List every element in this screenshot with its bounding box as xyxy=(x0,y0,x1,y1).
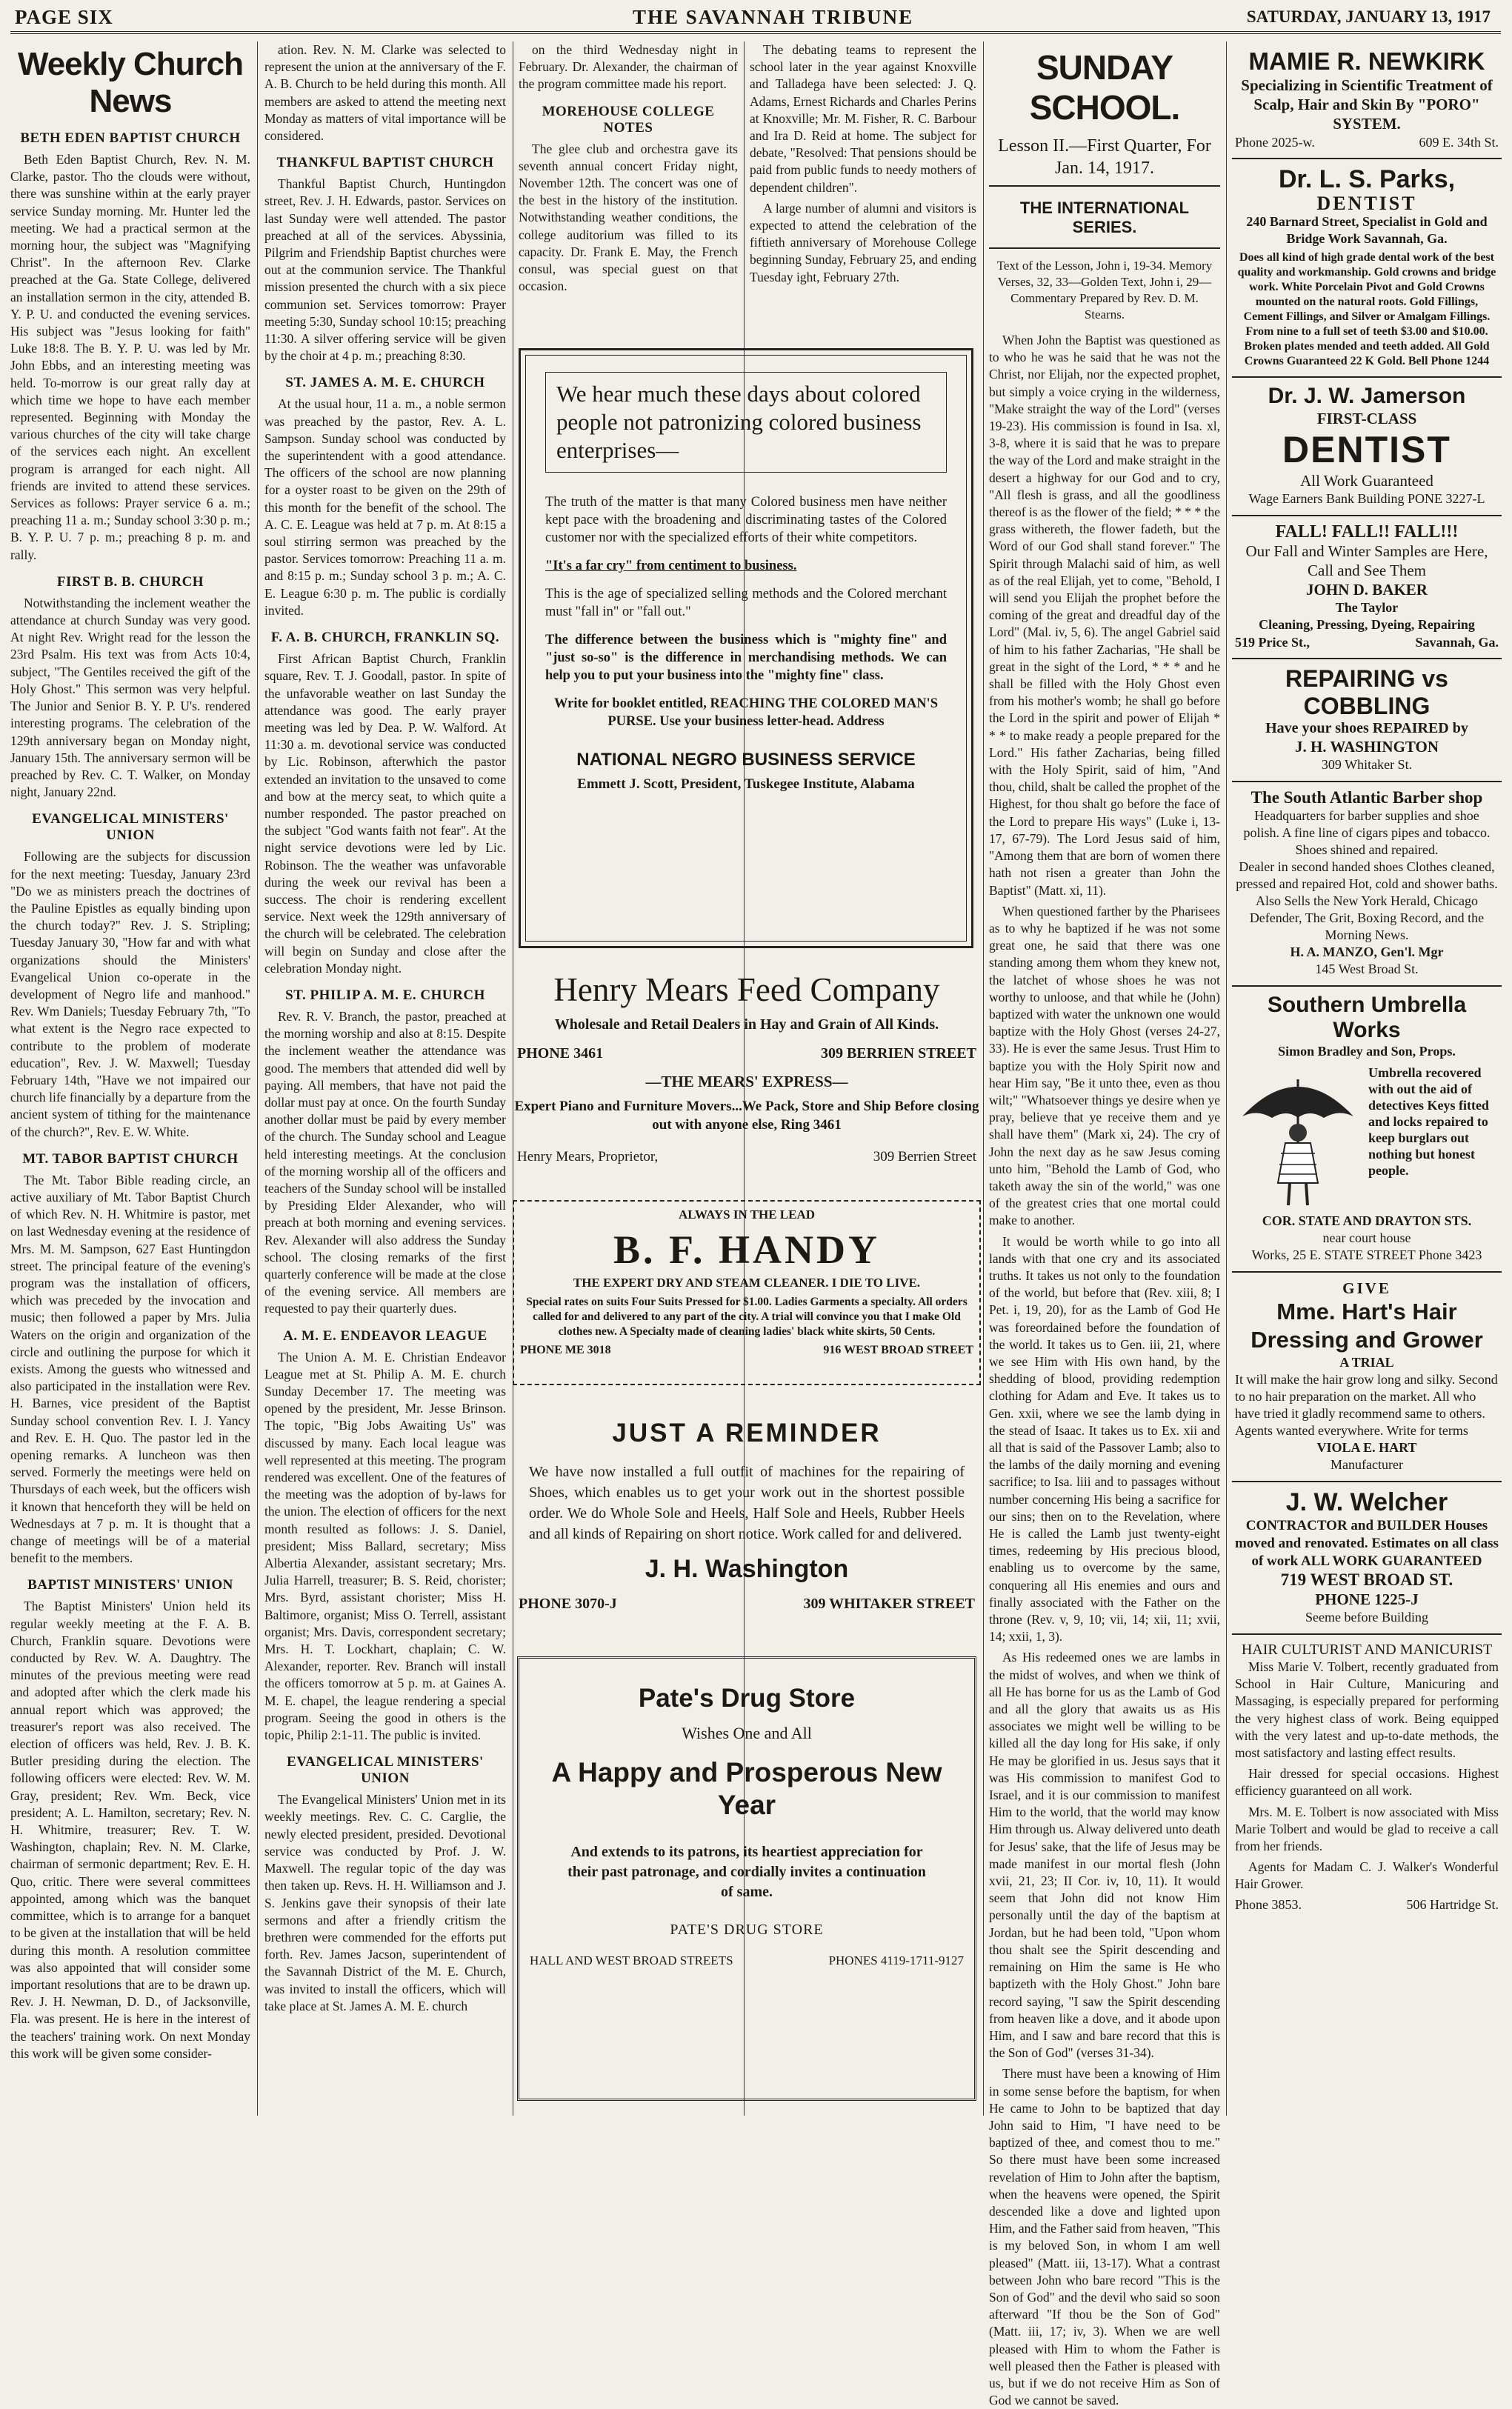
ad-description: And extends to its patrons, its heartiest appreciation for their past patronage, and cordially invites a continuation of same. xyxy=(567,1844,926,1900)
ad-title: J. W. Welcher xyxy=(1285,1488,1448,1516)
ad-welcher xyxy=(1232,1482,1502,1635)
column-5 xyxy=(989,41,1220,2408)
series-title: THE INTERNATIONAL SERIES. xyxy=(1019,199,1190,236)
ad-business-name: J. H. Washington xyxy=(645,1555,849,1583)
umbrella-girl-illustration xyxy=(1235,1064,1361,1213)
article-heading: EVANGELICAL MINISTERS' UNION xyxy=(32,811,229,844)
ad-business-name: PATE'S DRUG STORE xyxy=(670,1922,824,1938)
ad-phone: PHONES 4119-1711-9127 xyxy=(828,1953,964,1967)
article-text: The Union A. M. E. Christian Endeavor League met at St. Philip A. M. E. church Sunday December 17. The meeting was opened by the president, Mr. Jesse Brinson. The topic, "Big Jobs Awaiting Us" was discussed by many. Each local league was well represented at this meeting. The program rendered was excellent. One of the features of the meeting was the adoption of by-laws for the union. The election of officers for the next month resulted as follows: J. S. Daniel, president; Miss Ballard, secretary; Miss Albertia Alexander, assistant secretary; Mrs. Julia Harrell, treasurer; B. S. Reid, chorister; Mrs. Byrd, assistant chorister; Miss H. Baltimore, organist; Miss O. Terrell, assistant organist; Mrs. Davis, correspondent secretary; Mrs. H. T. Lockhart, chaplain; C. W. Alexander, reporter. Rev. Branch will install the officers tomorrow at 5 p. m. at Gaines A. M. E. chapel, the league rendering a special program. Seeing the good in others is the topic, Philip 2:1-11. The public is invited. xyxy=(264,1349,506,1743)
article-text: When questioned farther by the Pharisees as to why he baptized if he was not some great one, he said that there was one standing among them whom they knew not, the latchet of whose shoes he was not worthy to unloose, and that while he (John) baptized with water the unknown one would baptize with the Holy Ghost (verses 24-27, 33). He is ever the same Jesus. Trust Him to baptize you with the Holy Spirit now and hear Him say, "Be it unto thee, even as thou wilt;" "Whatsoever things ye desire when ye pray, believe that ye receive them and ye shall have them" (Mark xi, 24). The cry of John the next day as he saw Jesus coming unto him, "Behold the Lamb of God, who taketh away the sin of the world," was one of the greatest cries that one mortal could make to another. xyxy=(989,903,1220,1228)
ad-description: Expert Piano and Furniture Movers...We Pack, Store and Ship Before closing out with anyone else, Ring 3461 xyxy=(514,1099,979,1133)
ad-line: 240 Barnard Street, Specialist in Gold and Bridge Work Savannah, Ga. xyxy=(1246,214,1488,246)
ad-description: Does all kind of high grade dental work of the best quality and workmanship. Gold crowns and bridge work. White Porcelain Pivot and Gold Crowns mounted on the natural roots. Gold Fillings, Cement Fillings, and Silver or Amalgam Fillings. From nine to a full set of teeth $3.00 and $10.00. Broken plates mended and teeth added. All Gold Crowns Guaranteed 22 K Gold. Bell Phone 1244 xyxy=(1237,251,1496,367)
ad-paragraph: Agents for Madam C. J. Walker's Wonderful Hair Grower. xyxy=(1235,1859,1499,1892)
ad-mme-hart xyxy=(1232,1273,1502,1482)
article-text: Thankful Baptist Church, Huntingdon street, Rev. J. H. Edwards, pastor. Services on last Sunday were well attended. The pastor preached at all of the services. Abyssinia, Pilgrim and Friendship Baptist churches were out at the communion service. The Thankful mission presented the church with a six piece communion set. Services tomorrow: Prayer meeting 5:30, Sunday school 10:15; preaching 11:30. A silver offering service will be given by the choir at 4 p. m.; preaching 8:30. xyxy=(264,176,506,364)
article-text: As His redeemed ones we are lambs in the midst of wolves, and when we think of all He has borne for us as the Lamb of God and all the glory that awaits us as His associates we might well be willing to be killed all the day long for His sake, if only He may be glorified in us. Jesus says that it was His commission to manifest God to Israel, and it is our commission to manifest Him to the world, that the world may know Him through us. Alway delivered unto death for Jesus' sake, that the life of Jesus may be made manifest in our mortal flesh (John xvii, 21, 23; II Cor. iv, 10, 11). It would seem that John did not know Him personally until the day of the baptism at Jordan, but he had been told, "Upon whom thou shalt see the Spirit descending and remaining on Him the same is He who baptizeth with the Holy Ghost." John bare record saying, "I saw the Spirit descending from heaven like a dove, and it abode upon Him, and I saw and bare record that this is the Son of God" (verses 31-34). xyxy=(989,1650,1220,2061)
ad-line: Manufacturer xyxy=(1331,1457,1403,1472)
ad-title: Southern Umbrella Works xyxy=(1267,993,1467,1042)
ad-phone: Phone 2025-w. xyxy=(1235,135,1315,150)
ad-address: 719 WEST BROAD ST. xyxy=(1280,1570,1453,1589)
article-heading: MT. TABOR BAPTIST CHURCH xyxy=(22,1150,239,1167)
article-text: The Evangelical Ministers' Union met in its weekly meetings. Rev. C. C. Carglie, the newly elected president, presided. Devotional service was conducted by Prof. J. W. Maxwell. The regular topic of the day was then taken up. Revs. H. H. Williamson and J. S. Jenkins gave their synopsis of their late sermons and after a friendly critism the brethren were commended for the efforts put forth. Rev. James Jacson, superintendent of the Savannah District of the M. E. Church, was invited to install the officers, which will take place at St. James A. M. E. church xyxy=(264,1792,506,2013)
ad-business-name: JOHN D. BAKER xyxy=(1306,581,1428,599)
ad-manager: H. A. MANZO, Gen'l. Mgr xyxy=(1290,944,1444,959)
article-heading: F. A. B. CHURCH, FRANKLIN SQ. xyxy=(270,630,500,646)
column-rule xyxy=(257,41,258,2116)
ad-name: VIOLA E. HART xyxy=(1316,1440,1417,1455)
ad-bf-handy xyxy=(513,1200,981,1385)
ad-title: B. F. HANDY xyxy=(613,1227,881,1272)
ad-title: The South Atlantic Barber shop xyxy=(1250,788,1483,807)
ad-subtitle: Simon Bradley and Son, Props. xyxy=(1278,1044,1456,1059)
page-number: PAGE SIX xyxy=(15,6,113,28)
ad-paragraph: Write for booklet entitled, REACHING THE COLORED MAN'S PURSE. Use your business letter-head. Address xyxy=(553,696,938,729)
article-heading: FIRST B. B. CHURCH xyxy=(56,573,204,590)
article-text: First African Baptist Church, Franklin square, Rev. T. J. Goodall, pastor. In spite of the unfavorable weather on last Sunday the attendance was good. The early prayer meeting was led by Dea. P. W. Walford. At 11:30 a. m. devotional service was conducted by Lic. Robinson, afterwhich the pastor extended an invitation to the unsaved to come and bow at the mercy seat, to which quite a number responded. The pastor preached on the subject "God wants faith not fear". At the night service devotions were led by Lic. Robinson. The the weather was unfavorable during the week our revival has been a success. The choir is rendering excellent service. Next week the 129th anniversary of the church will be celebrated. The celebration will begin on Sunday and close after the celebration Monday night. xyxy=(264,651,506,976)
ad-description: We have now installed a full outfit of machines for the repairing of Shoes, which enables us to get your work out in the shortest possible order. We do Whole Sole and Heels, Half Sole and Heels, Rubber Heels and all kinds of Repairing on short notice. Work called for and delivered. xyxy=(529,1464,965,1542)
ad-address: 506 Hartridge St. xyxy=(1406,1896,1499,1912)
article-text: Beth Eden Baptist Church, Rev. N. M. Clarke, pastor. Tho the clouds were without, there was sunshine within at the early prayer service Sunday morning. Mr. Hunter led the meeting. We had a practical sermon at the morning hour, the subject was "Magnifying Christ". In the afternoon Rev. Clarke preached at the Ga. State College, delivered an installation sermon in the city, attended B. Y. P. U. and conducted the evening services. His subject was "Jesus looking for faith" Luke 18:8. The B. Y. P. U. was led by Mr. John Ebbs, and an interesting meeting was held. To-morrow is our great rally day at which time we hope to have each member represented. Beginning with Monday the various churches of the city will take charge of the services each night. An excellent program is arranged for each night. All friends are invited to attend these services. Services as follows: Prayer service 6 a. m.; preaching 11 a. m.; Sunday school 3:30 p. m.; B. Y. P. U. 7 p. m.; preaching 8 p. m. and rally. xyxy=(10,152,250,562)
ad-paragraph: This is the age of specialized selling methods and the Colored merchant must "fall in" or "fall out." xyxy=(545,587,947,619)
ad-paragraph: The difference between the business which is "mighty fine" and "just so-so" is the difference in merchandising methods. We can help you to put your business into the "mighty fine" class. xyxy=(545,633,947,683)
ad-paragraph: Hair dressed for special occasions. Highest efficiency guaranteed on all work. xyxy=(1235,1766,1499,1799)
ad-line: GIVE xyxy=(1342,1279,1391,1297)
ad-tolbert xyxy=(1232,1635,1502,1913)
article-text: The Mt. Tabor Bible reading circle, an active auxiliary of Mt. Tabor Baptist Church of which Rev. N. H. Whitmire is pastor, met on last Wednesday evening at the residence of Mrs. M. M. Sampson, 627 East Huntingdon street. The principal feature of the evening's program was the installation of officers, which was preceded by the invocation and music; then followed a paper by Mrs. Julia Waters on the origin and organization of the circle and outlining the purpose for which it exists. Among the guests who witnessed and also participated in the installation were Rev. H. Barnes, vice president of the Baptist Sunday school convention Rev. I. J. Yancy and Rev. E. H. Quo. The pastor led in the opening remarks. A luncheon was then served. Formerly the meetings were held on Thursdays of each week, but the officers wish it known that henceforth they will be held on Wednesdays at 7 p. m. It is thought that a change of meetings will be of a material benefit to the members. xyxy=(10,1172,250,1566)
ad-address: HALL AND WEST BROAD STREETS xyxy=(530,1953,733,1967)
article-heading: THANKFUL BAPTIST CHURCH xyxy=(276,155,494,171)
column-2 xyxy=(264,41,506,2116)
article-heading: BETH EDEN BAPTIST CHURCH xyxy=(20,130,241,146)
newspaper-name: THE SAVANNAH TRIBUNE xyxy=(633,6,914,28)
ad-address: 519 Price St., xyxy=(1235,635,1310,650)
ad-title: Dr. J. W. Jamerson xyxy=(1268,384,1466,408)
ad-dr-parks xyxy=(1232,159,1502,378)
ad-subtitle: THE EXPERT DRY AND STEAM CLEANER. I DIE TO LIVE. xyxy=(573,1276,921,1290)
article-heading: ST. JAMES A. M. E. CHURCH xyxy=(285,375,485,391)
ad-phone: PHONE 1225-J xyxy=(1315,1590,1419,1608)
ad-henry-mears xyxy=(511,956,982,1178)
column-3-top xyxy=(519,41,738,338)
ad-title: Dr. L. S. Parks, xyxy=(1278,165,1456,193)
ad-line: COR. STATE AND DRAYTON STS. xyxy=(1262,1213,1472,1228)
article-text: ation. Rev. N. M. Clarke was selected to represent the union at the anniversary of the F. A. B. Church to be held during this month. All members are asked to attend the meeting next Monday as matters of vital importance will be considered. xyxy=(264,42,506,144)
ad-lead: We hear much these days about colored people not patronizing colored business enterprises— xyxy=(545,372,947,473)
issue-date: SATURDAY, JANUARY 13, 1917 xyxy=(1246,7,1491,26)
ad-subtitle: DENTIST xyxy=(1316,193,1417,214)
ad-line: near court house xyxy=(1322,1230,1411,1245)
ad-line: Dealer in second handed shoes Clothes cleaned, pressed and repaired Hot, cold and shower baths. xyxy=(1236,859,1498,891)
ad-line: The Taylor xyxy=(1335,600,1399,615)
ad-paragraph: Miss Marie V. Tolbert, recently graduated from School in Hair Culture, Manicuring and Massaging, is especially prepared for performing the very highest class of work. Being equipped with the very latest and up-to-date methods, the most satisfactory and lasting effect results. xyxy=(1235,1659,1499,1761)
ad-address: 609 E. 34th St. xyxy=(1419,135,1499,150)
article-text: There must have been a knowing of Him in some sense before the baptism, for when He came to John to be baptized that day John said to Him, "I have need to be baptized of thee, and comest thou to me." So there must have been some increased revelation of Him to John after the baptism, when the heavens were opened, the Spirit descended like a dove and lighted upon Him, and the Father said from heaven, "This is my beloved Son, in whom I am well pleased" (Matt. iii, 13-17). What a contrast between John who bare record "This is the Son of God" and the devil who said so soon afterward "If thou be the Son of God" (Matt. iii, 17; iv, 3). When we are well pleased with Him to whom the Father is well pleased then the Father is pleased with us, but if we do not receive Him as Son of God we cannot be saved. xyxy=(989,2066,1220,2408)
column-4-top xyxy=(750,41,976,338)
article-text: The debating teams to represent the school later in the year against Knoxville and Talladega have been selected: J. Q. Adams, Ernest Richards and Charles Perins at Knoxville; Mr. M. Fisher, R. C. Barbour and Ira D. Reid at home. The subject for debate, "Resolved: That pensions should be paid from public funds to needy mothers of dependent children". xyxy=(750,42,976,195)
ad-city: Savannah, Ga. xyxy=(1415,635,1499,650)
ad-paragraph: Mrs. M. E. Tolbert is now associated with Miss Marie Tolbert and would be glad to receive a call from her friends. xyxy=(1235,1804,1499,1854)
ad-phone: PHONE ME 3018 xyxy=(520,1344,611,1356)
article-text: The glee club and orchestra gave its seventh annual concert Friday night, November 12th. The concert was one of the best in the history of the institution. Notwithstanding weather conditions, the college auditorium was filled to its capacity. Dr. Frank E. May, the French consul, was special guest on that occasion. xyxy=(519,141,738,294)
article-text: At the usual hour, 11 a. m., a noble sermon was preached by the pastor, Rev. A. L. Sampson. Sunday school was conducted by the superintendent with a good attendance. The officers of the school are now planning for a oyster roast to be given on the 29th of this month for the benefit of the school. The A. C. E. League was held at 7 p. m. At 8:15 a soul stirring sermon was preached by the pastor. Services tomorrow: Preaching 11 a. m. and 8:15 p. m.; Sunday school 3 p. m.; A. C. E. League 6:30 p. m. The public is cordially invited. xyxy=(264,396,506,618)
ad-just-a-reminder xyxy=(513,1404,981,1626)
ad-subtitle: Our Fall and Winter Samples are Here, Call and See Them xyxy=(1245,542,1488,579)
ad-address: 145 West Broad St. xyxy=(1315,962,1419,976)
ad-subtitle: FIRST-CLASS xyxy=(1316,410,1417,427)
ad-title: Mme. Hart's Hair Dressing and Grower xyxy=(1250,1299,1483,1353)
article-text: A large number of alumni and visitors is expected to attend the celebration of the fiftieth anniversary of Morehouse College beginning Sunday, February 25, and ending Tuesday ight, February 27th. xyxy=(750,200,976,284)
ad-line: Wishes One and All xyxy=(682,1724,812,1742)
article-heading: ST. PHILIP A. M. E. CHURCH xyxy=(285,987,485,1003)
ad-john-baker xyxy=(1232,516,1502,659)
ad-description: Umbrella recovered with out the aid of detectives Keys fitted and locks repaired to keep burglars out nothing but honest people. xyxy=(1368,1065,1489,1178)
ad-lead: ALWAYS IN THE LEAD xyxy=(678,1207,816,1222)
ad-company-name: NATIONAL NEGRO BUSINESS SERVICE xyxy=(576,750,916,770)
article-text: The Baptist Ministers' Union held its regular weekly meeting at the F. A. B. Church, Franklin square. Devotions were conducted by Rev. W. A. Daughtry. The minutes of the previous meeting were read and adopted after which the clerk made his annual report which was approved; the treasurer's report was also received. The election of officers was held, Rev. J. B. K. Butler presiding during the election. The following officers were elected: Rev. W. M. Gray, president; Rev. Wm. Beck, vice president; A. L. Hamilton, secretary; Rev. N. H. Whitmire, treasurer; Rev. T. W. Washington, chaplain; Rev. N. M. Clarke, chairman of sermonic department; Rev. E. H. Quo, critic. There were several committees appointed, among which was the banquet committee, which is to arrange for a banquet to be given at the installation that will be held during this month. A resolution committee was also appointed that will consider some important resolutions that are to be drawn up. Rev. J. H. Newman, D. D., of Jacksonville, Fla. was present. He is here in the interest of the teachers' training work. On next Monday this work will be given some consider- xyxy=(10,1599,250,2061)
article-text: Notwithstanding the inclement weather the attendance at church Sunday was very good. At night Rev. Wright read for the lesson the 23rd Psalm. His text was from Acts 10:4, subject, "The Gentiles received the gift of the Holy Ghost." This sermon was very helpful. The Junior and Senior B. Y. P. U's. rendered interesting programs. The celebration of the 129th anniversary began on Monday night, January 15th. The anniversary sermon will be preached by Rev. C. T. Walker, on Monday night, January 22nd. xyxy=(10,595,250,800)
ad-line: Seeme before Building xyxy=(1305,1610,1428,1625)
ad-subtitle: Have your shoes REPAIRED by xyxy=(1265,720,1468,736)
ad-subtitle: Specializing in Scientific Treatment of Scalp, Hair and Skin By "PORO" SYSTEM. xyxy=(1241,76,1493,133)
article-heading: MOREHOUSE COLLEGE NOTES xyxy=(542,103,715,136)
ad-address: 309 WHITAKER STREET xyxy=(803,1596,975,1612)
ad-paragraph: The truth of the matter is that many Colored business men have neither kept pace with the broadening and discriminating tastes of the Colored customer nor with the specialized efforts of their white competitors. xyxy=(545,495,947,545)
masthead xyxy=(10,6,1501,34)
lesson-subtitle: Lesson II.—First Quarter, For Jan. 14, 1917. xyxy=(998,136,1211,178)
column-rule xyxy=(983,41,984,2116)
ad-description: It will make the hair grow long and silky. Second to no hair preparation on the market. All who have tried it gladly recommend same to others. Agents wanted everywhere. Write for terms xyxy=(1235,1372,1498,1438)
ad-title: Henry Mears Feed Company xyxy=(553,971,940,1008)
ad-title: REPAIRING vs COBBLING xyxy=(1285,665,1448,719)
article-heading: EVANGELICAL MINISTERS' UNION xyxy=(287,1754,484,1787)
column-1 xyxy=(10,41,250,2116)
ad-pates-drug-store xyxy=(517,1656,976,2101)
ad-phone: PHONE 3461 xyxy=(517,1045,604,1062)
ad-title: JUST A REMINDER xyxy=(612,1419,882,1447)
article-heading: A. M. E. ENDEAVOR LEAGUE xyxy=(283,1327,487,1344)
ad-business-service xyxy=(519,348,973,948)
ad-line: Wage Earners Bank Building PONE 3227-L xyxy=(1248,491,1485,506)
ad-line: Headquarters for barber supplies and shoe polish. A fine line of cigars pipes and tobacco. Shoes shined and repaired. xyxy=(1243,808,1491,857)
article-heading: BAPTIST MINISTERS' UNION xyxy=(27,1577,233,1593)
ad-paragraph: "It's a far cry" from centiment to business. xyxy=(545,559,797,573)
ad-headline: DENTIST xyxy=(1282,429,1451,470)
ad-description: Special rates on suits Four Suits Pressed for $1.00. Ladies Garments a specialty. All orders called for and delivered to any part of the city. A trial will convince you that I make Old clothes new. A Specialty made of cleaning ladies' black white skirts, 50 Cents. xyxy=(526,1296,968,1338)
ad-signature: Emmett J. Scott, President, Tuskegee Institute, Alabama xyxy=(577,776,915,792)
ad-description: CONTRACTOR and BUILDER Houses moved and renovated. Estimates on all class of work ALL WORK GUARANTEED xyxy=(1235,1518,1499,1569)
section-title: Weekly Church News xyxy=(17,46,244,119)
ad-address: Works, 25 E. STATE STREET Phone 3423 xyxy=(1251,1247,1482,1262)
ad-business-name: J. H. WASHINGTON xyxy=(1294,738,1439,756)
article-text: When John the Baptist was questioned as to who he was he said that he was not the Christ, nor Elijah, nor the expected prophet, but simply a voice crying in the wilderness, "Make straight the way of the Lord" (verses 19-23). His commission is found in Isa. xl, 3-8, where it is said that he was to prepare the way of the Lord and make straight in the desert a highway for our God and to cry, "All flesh is grass, and all the goodliness thereof is as the flower of the field; * * * the grass withereth, the flower fadeth, but the Word of our God shall stand forever." The Spirit through Malachi said of him, as well as of the real Elijah, yet to come, "Behold, I will send you Elijah the prophet before the coming of the great and dreadful day of the Lord" (Mal. iv, 5, 6). The angel Gabriel said of him to his father Zacharias, "He shall be great in the sight of the Lord, * * * and he shall be filled with the Holy Ghost even from his mother's womb; he shall go before the Lord in the spirit and power of Elijah * * * to make ready a people prepared for the Lord." His father Zacharias, being filled with the Holy Spirit, said of him, "And thou, child, shalt be called the prophet of the Highest, for thou shalt go before the face of the Lord to prepare His ways" (Luke i, 13-17, 67-79). The Lord Jesus said of him, "Among them that are born of women there hath not risen a greater than John the Baptist" (Matt. xi, 11). xyxy=(989,333,1220,898)
column-rule xyxy=(1226,41,1227,2116)
ad-umbrella-works xyxy=(1232,987,1502,1273)
ad-line: Also Sells the New York Herald, Chicago Defender, The Grit, Boxing Record, and the Morning News. xyxy=(1249,893,1485,942)
ad-barber-shop xyxy=(1232,782,1502,987)
ad-repairing-vs-cobbling xyxy=(1232,659,1502,782)
ad-subtitle: A TRIAL xyxy=(1339,1355,1394,1370)
ad-dr-jamerson xyxy=(1232,378,1502,516)
ad-address: 309 BERRIEN STREET xyxy=(820,1045,976,1062)
ad-line: Cleaning, Pressing, Dyeing, Repairing xyxy=(1259,617,1475,632)
ad-title: HAIR CULTURIST AND MANICURIST xyxy=(1241,1642,1493,1658)
ad-subtitle: Wholesale and Retail Dealers in Hay and Grain of All Kinds. xyxy=(554,1016,939,1033)
ad-address: 916 WEST BROAD STREET xyxy=(823,1344,973,1356)
ad-line: All Work Guaranteed xyxy=(1300,472,1433,490)
ad-proprietor: Henry Mears, Proprietor, xyxy=(517,1149,659,1164)
article-text: on the third Wednesday night in February. Dr. Alexander, the chairman of the program committee made his report. xyxy=(519,42,738,92)
ad-phone: PHONE 3070-J xyxy=(519,1596,617,1612)
article-text: It would be worth while to go into all lands with that one cry and its associated truths. It takes us not only to the foundation of the world, but before that (Rev. xiii, 8; I Pet. i, 19, 20), for as the Lamb of God He was foreordained before the foundation of the world. It takes us to Gen. iii, 21, where we see Him with His own hand, by the shedding of blood, providing redemption clothing for Adam and Eve. It takes us to Gen. xxii, where we see the lamb dying in the stead of Isaac. It takes us to Ex. xii and all that is said of the Passover Lamb; also to the lambs of the daily morning and evening sacrifice; to Isa. liii and to passages without number concerning His being a sacrifice for our sins; then on to the Revelation, where He is called the Lamb just twenty-eight times, redeeming by His precious blood, enabling us to overcome by the same, conquering all His enemies and ours and finally associated with the Father on the throne (Rev. v, 9, 10; vii, 14; xii, 11; xvii, 14; xxii, 1, 3). xyxy=(989,1233,1220,1645)
ad-title: MAMIE R. NEWKIRK xyxy=(1248,47,1485,75)
article-text: Following are the subjects for discussion for the next meeting: Tuesday, January 23rd "Do we as ministers preach the doctrines of the Pauline Epistles as equally binding upon the church today?" Rev. J. S. Stripling; Tuesday January 30, "How far and with what organizations should the Ministers' Evangelical Union co-operate in the development of Negro life and manhood." Rev. Wm Daniels; Tuesday February 7th, "To what extent is the Negro race expected to contribute to the problem of moderate education", Rev. J. W. Maxwell; Tuesday February 14th, "Have we not impaired our church life financially by a departure from the ancient system of tithing for the maintenance of the church?", Rev. E. W. White. xyxy=(10,849,250,1139)
ad-address: 309 Whitaker St. xyxy=(1321,757,1413,772)
column-6 xyxy=(1232,41,1502,2116)
ad-title: FALL! FALL!! FALL!!! xyxy=(1275,522,1459,542)
ad-phone: Phone 3853. xyxy=(1235,1896,1302,1912)
ad-title: Pate's Drug Store xyxy=(638,1684,856,1713)
ad-express: —THE MEARS' EXPRESS— xyxy=(645,1073,848,1090)
section-title: SUNDAY SCHOOL. xyxy=(1029,48,1180,127)
ad-address: 309 Berrien Street xyxy=(873,1149,976,1164)
article-text: Rev. R. V. Branch, the pastor, preached at the morning worship and also at 8:15. Despite the inclement weather the attendance was good. The members that attended did well by paying. All members, that have not paid the dollar must pay at once. On the fourth Sunday another dollar must be paid by every member of the church. The Sunday school and League held interesting meetings. At the conclusion of the morning worship all of the officers and teachers of the Sunday school will be installed by Presiding Elder Alexander, who will preach at both morning and evening services. Rev. Alexander will also address the Sunday school. The closing remarks of the first quarterly conference will be made at the close of the evening service. All members are requested to pay their quarterly dues. xyxy=(264,1008,506,1316)
ad-headline: A Happy and Prosperous New Year xyxy=(551,1757,942,1820)
ad-mamie-newkirk xyxy=(1232,41,1502,159)
lesson-info: Text of the Lesson, John i, 19-34. Memory Verses, 32, 33—Golden Text, John i, 29—Commentary Prepared by Rev. D. M. Stearns. xyxy=(996,259,1213,321)
